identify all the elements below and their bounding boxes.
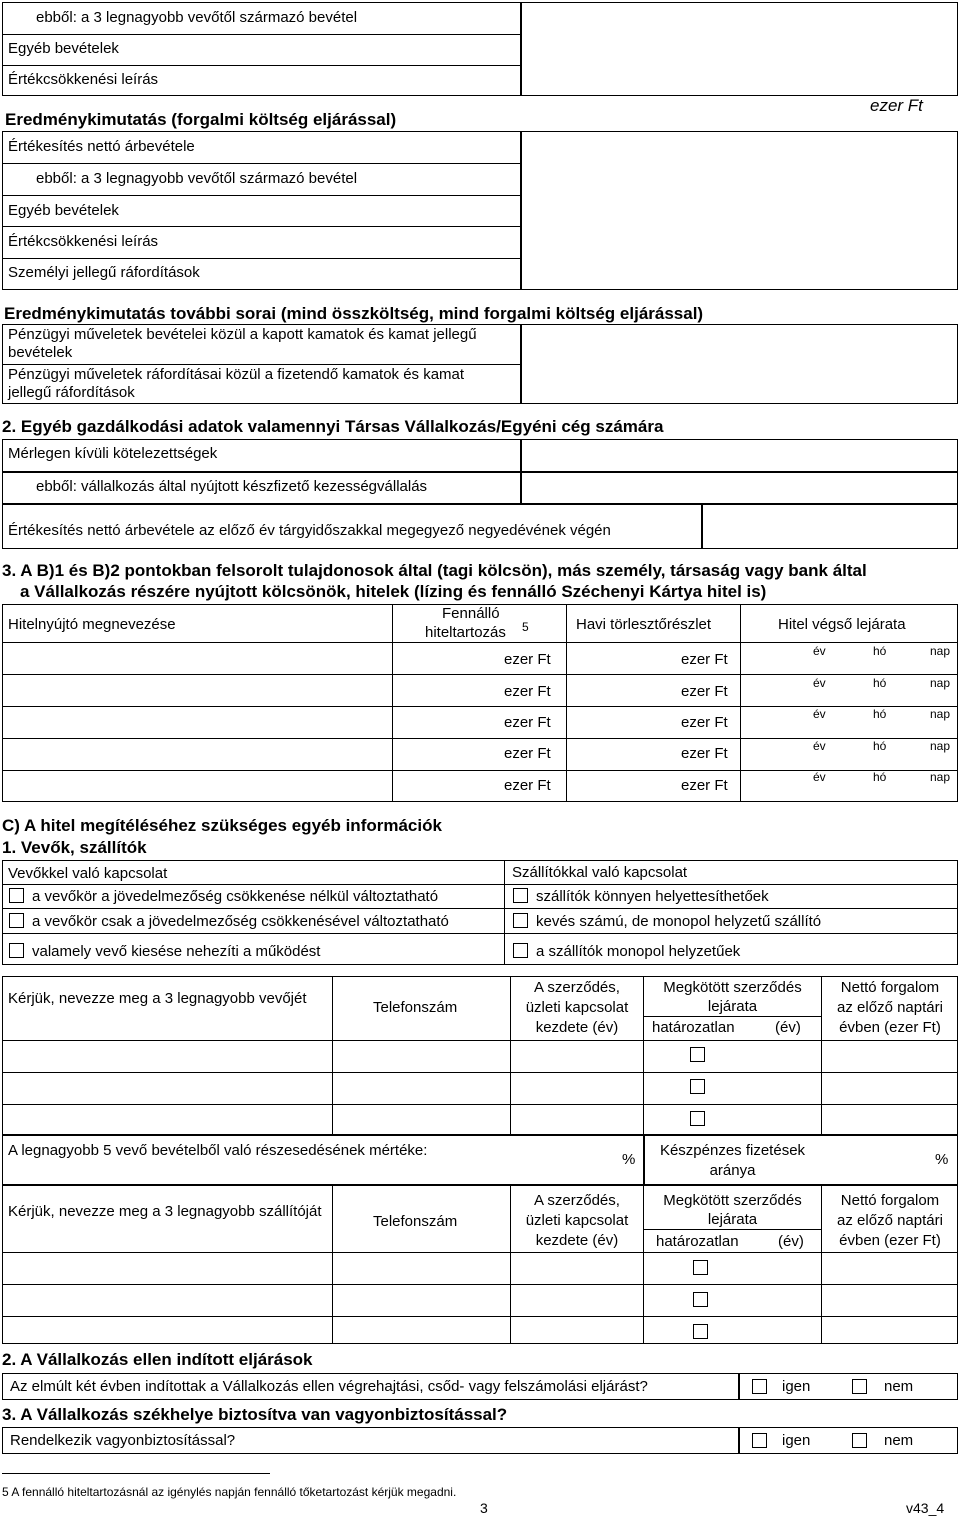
share-label: A legnagyobb 5 vevő bevételből való részesedésének mértéke: xyxy=(8,1142,428,1159)
vagyon-no-checkbox[interactable] xyxy=(852,1433,867,1448)
suppliers-expiry-line1: Megkötött szerződés xyxy=(663,1192,802,1209)
eljarasok-no-label: nem xyxy=(884,1378,914,1395)
suppliers-phone-header: Telefonszám xyxy=(373,1213,458,1230)
loan-monthly-unit: ezer Ft xyxy=(681,745,728,762)
suppliers-option-2-checkbox[interactable] xyxy=(513,913,528,928)
due-month: hó xyxy=(873,739,887,753)
buyers-option-3-label: valamely vevő kiesése nehezíti a működést xyxy=(32,943,321,960)
suppliers-option-2-label: kevés számú, de monopol helyzetű szállító xyxy=(536,913,822,930)
row-interest-expense: Pénzügyi műveletek ráfordításai közül a fizetendő kamatok és kamat jellegű ráfordítások xyxy=(8,366,465,401)
loan-monthly-unit: ezer Ft xyxy=(681,683,728,700)
due-year: év xyxy=(813,739,826,753)
loan-monthly-unit: ezer Ft xyxy=(681,651,728,668)
suppliers-option-3-label: a szállítók monopol helyzetűek xyxy=(536,943,741,960)
row-depreciation: Értékcsökkenési leírás xyxy=(8,71,159,88)
buyers-option-2-checkbox[interactable] xyxy=(9,913,24,928)
buyers-phone-header: Telefonszám xyxy=(373,999,458,1016)
suppliers-option-1-checkbox[interactable] xyxy=(513,888,528,903)
buyers-option-1-checkbox[interactable] xyxy=(9,888,24,903)
supplier-1-indefinite-checkbox[interactable] xyxy=(693,1260,708,1275)
eljarasok-yes-label: igen xyxy=(782,1378,811,1395)
suppliers-name-header: Kérjük, nevezze meg a 3 legnagyobb szállítóját xyxy=(8,1203,322,1220)
buyers-start-line3: kezdete (év) xyxy=(535,1019,619,1036)
due-month: hó xyxy=(873,644,887,658)
suppliers-indefinite: határozatlan xyxy=(656,1233,739,1250)
row-depreciation: Értékcsökkenési leírás xyxy=(8,233,159,250)
buyers-revenue-line2: az előző naptári xyxy=(837,999,943,1016)
buyers-start-line2: üzleti kapcsolat xyxy=(525,999,629,1016)
loan-monthly-unit: ezer Ft xyxy=(681,714,728,731)
due-month: hó xyxy=(873,676,887,690)
page-number: 3 xyxy=(480,1500,488,1516)
buyer-2-indefinite-checkbox[interactable] xyxy=(690,1079,705,1094)
due-day: nap xyxy=(930,739,951,753)
eljarasok-no-checkbox[interactable] xyxy=(852,1379,867,1394)
suppliers-year: (év) xyxy=(778,1233,804,1250)
tovabbi-title: Eredménykimutatás további sorai (mind összköltség, mind forgalmi költség eljárással) xyxy=(4,304,704,323)
row-guarantee: ebből: vállalkozás által nyújtott készfizető kezességvállalás xyxy=(36,478,428,495)
hitelek-title-line1: 3. A B)1 és B)2 pontokban felsorolt tulajdonosok által (tagi kölcsön), más személy, társaság vagy bank által xyxy=(2,561,867,580)
loan-debt-unit: ezer Ft xyxy=(504,651,551,668)
suppliers-revenue-line2: az előző naptári xyxy=(837,1212,943,1229)
buyers-option-3-checkbox[interactable] xyxy=(9,943,24,958)
suppliers-revenue-line1: Nettó forgalom xyxy=(840,1192,940,1209)
loan-debt-unit: ezer Ft xyxy=(504,683,551,700)
cash-label-line1: Készpénzes fizetések xyxy=(659,1142,806,1159)
due-day: nap xyxy=(930,644,951,658)
due-day: nap xyxy=(930,707,951,721)
row-personnel-expenses: Személyi jellegű ráfordítások xyxy=(8,264,200,281)
forgalmi-title: Eredménykimutatás (forgalmi költség eljárással) xyxy=(5,110,397,129)
vagyon-yes-label: igen xyxy=(782,1432,811,1449)
footnote: 5 A fennálló hiteltartozásnál az igénylés napján fennálló tőketartozást kérjük megadni. xyxy=(2,1485,457,1499)
buyer-3-indefinite-checkbox[interactable] xyxy=(690,1111,705,1126)
due-year: év xyxy=(813,707,826,721)
due-day: nap xyxy=(930,676,951,690)
suppliers-heading: Szállítókkal való kapcsolat xyxy=(512,864,688,881)
col-monthly: Havi törlesztőrészlet xyxy=(576,616,712,633)
due-month: hó xyxy=(873,707,887,721)
loan-debt-unit: ezer Ft xyxy=(504,714,551,731)
vagyon-title: 3. A Vállalkozás székhelye biztosítva van vagyonbiztosítással? xyxy=(2,1405,508,1424)
hitelek-title-line2: a Vállalkozás részére nyújtott kölcsönök, hitelek (lízing és fennálló Széchenyi Kártya hitel is) xyxy=(20,582,767,601)
buyers-option-1-label: a vevőkör a jövedelmezőség csökkenése nélkül változtatható xyxy=(32,888,439,905)
row-largest-buyers-revenue: ebből: a 3 legnagyobb vevőtől származó bevétel xyxy=(36,9,358,26)
suppliers-revenue-line3: évben (ezer Ft) xyxy=(839,1232,941,1249)
buyers-heading: Vevőkkel való kapcsolat xyxy=(8,865,168,882)
row-interest-income: Pénzügyi műveletek bevételei közül a kapott kamatok és kamat jellegű bevételek xyxy=(8,326,477,361)
egyeb-title: 2. Egyéb gazdálkodási adatok valamennyi Társas Vállalkozás/Egyéni cég számára xyxy=(2,417,664,436)
share-percent: % xyxy=(622,1151,636,1168)
vagyon-no-label: nem xyxy=(884,1432,914,1449)
c-section-title: C) A hitel megítéléséhez szükséges egyéb információk xyxy=(2,816,442,835)
buyers-start-line1: A szerződés, xyxy=(534,979,620,996)
eljarasok-question: Az elmúlt két évben indítottak a Vállalkozás ellen végrehajtási, csőd- vagy felszámolási eljárást? xyxy=(10,1378,648,1395)
due-year: év xyxy=(813,676,826,690)
version-label: v43_4 xyxy=(906,1500,945,1516)
suppliers-option-3-checkbox[interactable] xyxy=(513,943,528,958)
footnote-separator xyxy=(2,1473,270,1474)
row-quarter-sales: Értékesítés nettó árbevétele az előző év tárgyidőszakkal megegyező negyedévének végén xyxy=(8,522,611,539)
buyers-option-2-label: a vevőkör csak a jövedelmezőség csökkenésével változtatható xyxy=(32,913,449,930)
eljarasok-title: 2. A Vállalkozás ellen indított eljárások xyxy=(2,1350,313,1369)
col-debt-footnote-mark: 5 xyxy=(522,620,529,634)
supplier-2-indefinite-checkbox[interactable] xyxy=(693,1292,708,1307)
buyers-indefinite: határozatlan xyxy=(652,1019,735,1036)
due-day: nap xyxy=(930,770,951,784)
suppliers-start-line2: üzleti kapcsolat xyxy=(525,1212,629,1229)
row-other-income: Egyéb bevételek xyxy=(8,202,119,219)
loan-debt-unit: ezer Ft xyxy=(504,777,551,794)
suppliers-start-line1: A szerződés, xyxy=(534,1192,620,1209)
buyers-expiry-line2: lejárata xyxy=(707,998,758,1015)
suppliers-start-line3: kezdete (év) xyxy=(535,1232,619,1249)
col-debt-line2: hiteltartozás xyxy=(425,624,506,641)
supplier-3-indefinite-checkbox[interactable] xyxy=(693,1324,708,1339)
eljarasok-yes-checkbox[interactable] xyxy=(752,1379,767,1394)
buyers-year: (év) xyxy=(775,1019,801,1036)
unit-label: ezer Ft xyxy=(870,96,923,115)
col-debt-line1: Fennálló xyxy=(442,605,500,622)
row-other-income: Egyéb bevételek xyxy=(8,40,119,57)
buyers-revenue-line1: Nettó forgalom xyxy=(840,979,940,996)
suppliers-expiry-line2: lejárata xyxy=(707,1211,758,1228)
row-off-balance: Mérlegen kívüli kötelezettségek xyxy=(8,445,218,462)
loan-monthly-unit: ezer Ft xyxy=(681,777,728,794)
row-largest-buyers-revenue: ebből: a 3 legnagyobb vevőtől származó bevétel xyxy=(36,170,358,187)
cash-percent: % xyxy=(935,1151,949,1168)
vagyon-yes-checkbox[interactable] xyxy=(752,1433,767,1448)
col-due: Hitel végső lejárata xyxy=(778,616,906,633)
vagyon-question: Rendelkezik vagyonbiztosítással? xyxy=(10,1432,236,1449)
due-year: év xyxy=(813,644,826,658)
col-lender: Hitelnyújtó megnevezése xyxy=(8,616,176,633)
c-section-sub1: 1. Vevők, szállítók xyxy=(2,838,147,857)
row-net-sales: Értékesítés nettó árbevétele xyxy=(8,138,195,155)
buyers-expiry-line1: Megkötött szerződés xyxy=(663,979,802,996)
cash-label-line2: aránya xyxy=(709,1162,756,1179)
buyers-revenue-line3: évben (ezer Ft) xyxy=(839,1019,941,1036)
suppliers-option-1-label: szállítók könnyen helyettesíthetőek xyxy=(536,888,769,905)
buyers-name-header: Kérjük, nevezze meg a 3 legnagyobb vevőjét xyxy=(8,990,307,1007)
due-year: év xyxy=(813,770,826,784)
loan-debt-unit: ezer Ft xyxy=(504,745,551,762)
due-month: hó xyxy=(873,770,887,784)
buyer-1-indefinite-checkbox[interactable] xyxy=(690,1047,705,1062)
